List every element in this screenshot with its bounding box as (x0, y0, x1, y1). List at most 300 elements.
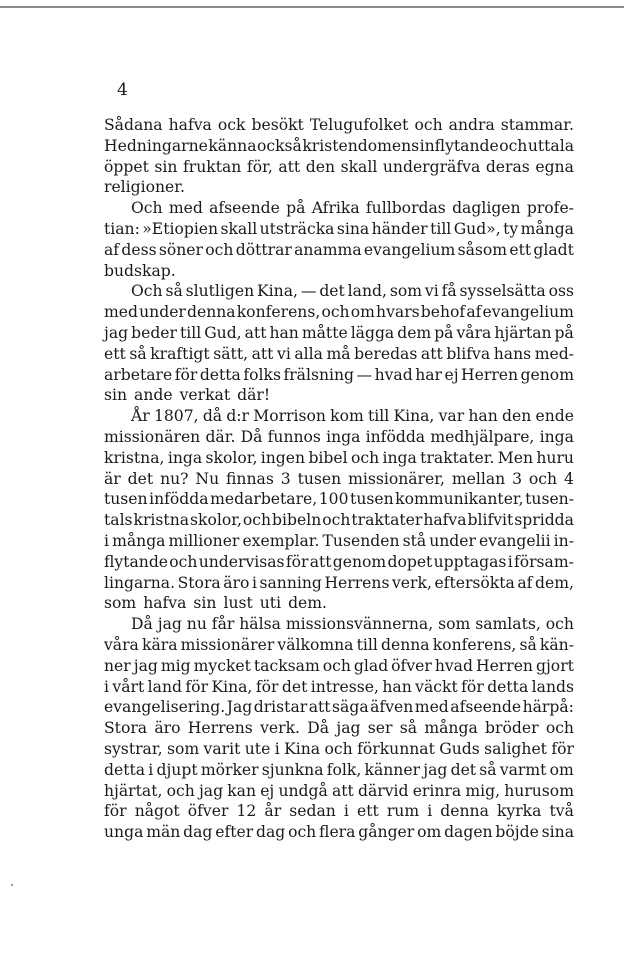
word: kän- (539, 635, 574, 654)
word: uti (259, 594, 282, 613)
word: hvad (434, 656, 473, 675)
text-line (104, 261, 574, 282)
text-line (104, 510, 574, 531)
word: döttrar (235, 240, 292, 259)
word: han (382, 677, 412, 696)
word: sätt, (213, 344, 249, 363)
word: han (269, 323, 299, 342)
word: glad (353, 656, 389, 675)
word: till (179, 323, 202, 342)
word: skolor, (205, 448, 258, 467)
word: i (274, 739, 280, 758)
word: nu? (160, 469, 189, 488)
word: den (501, 407, 532, 426)
word: skolor, (190, 511, 242, 530)
word: om (417, 823, 442, 842)
word: kyrka (496, 802, 542, 821)
word: söner (158, 240, 203, 259)
word: »Etiopien (142, 219, 219, 238)
word: ner (104, 656, 131, 675)
word: År (131, 407, 150, 426)
word: kära (142, 635, 178, 654)
word: för (104, 802, 127, 821)
word: i (104, 531, 109, 550)
word: hälsa (239, 615, 281, 634)
word: samlats, (475, 615, 541, 634)
word: Och (131, 199, 163, 218)
text-line (104, 427, 574, 448)
text-line (104, 240, 574, 261)
word: lust (223, 594, 253, 613)
text-line (104, 552, 574, 573)
word: hvad (374, 365, 413, 384)
word: våra (456, 323, 492, 342)
word: den (305, 157, 336, 176)
word: afseende (209, 199, 280, 218)
word: — (300, 282, 317, 301)
word: Gud, (204, 323, 242, 342)
word: Kina, (211, 677, 253, 696)
word: ande (134, 386, 173, 405)
text-line (104, 157, 574, 178)
word: så (129, 344, 147, 363)
word: och (166, 781, 195, 800)
word: dem, (534, 573, 574, 592)
text-line (104, 614, 574, 635)
scan-speck (11, 884, 13, 886)
text-line (104, 801, 574, 822)
word: skall (340, 157, 378, 176)
word: arbetare (104, 365, 173, 384)
text-line (104, 739, 574, 760)
word: Då (240, 427, 263, 446)
word: verk. (260, 719, 300, 738)
word: 3 (512, 469, 523, 488)
word: att (420, 344, 443, 363)
word: in- (553, 531, 574, 550)
word: många (424, 719, 478, 738)
word: hurusom (504, 781, 574, 800)
word: får (211, 615, 235, 634)
word: hvars (376, 303, 420, 322)
text-line (104, 344, 574, 365)
word: 12 (236, 802, 257, 821)
word: till (367, 407, 390, 426)
word: missionsvännerna, (285, 615, 434, 634)
word: huru (536, 448, 574, 467)
word: folks (243, 365, 281, 384)
word: evangelium (363, 240, 456, 259)
word: för (461, 677, 484, 696)
word: så (165, 282, 183, 301)
word: känna (208, 136, 257, 155)
word: fruktan (183, 157, 242, 176)
word: Men (497, 448, 534, 467)
word: att (251, 344, 274, 363)
word: beredas (354, 344, 418, 363)
word: dagen (444, 823, 493, 842)
word: mig (160, 656, 191, 675)
word: — (356, 365, 373, 384)
word: af (517, 573, 533, 592)
word: flytande (104, 552, 169, 571)
word: stammar. (500, 116, 574, 134)
word: äro (154, 719, 181, 738)
word: tusen (297, 469, 342, 488)
word: finnas (226, 469, 274, 488)
word: kristendomens (302, 136, 420, 155)
word: andra (448, 116, 495, 134)
word: det (127, 469, 154, 488)
word: för (551, 739, 574, 758)
word: detta (104, 760, 146, 779)
word: d:r (226, 407, 250, 426)
word: må (326, 344, 351, 363)
word: sin (104, 386, 128, 405)
word: mörker (200, 760, 259, 779)
word: att (308, 698, 331, 717)
word: dagligen (452, 199, 521, 218)
word: måtte (301, 323, 348, 342)
word: kom (330, 407, 364, 426)
word: jag (104, 323, 129, 342)
word: unga (104, 823, 144, 842)
word: gladt (533, 240, 574, 259)
word: tacksam (253, 656, 320, 675)
word: och (414, 116, 443, 134)
word: öfver (391, 656, 432, 675)
text-line (104, 531, 574, 552)
word: män (146, 823, 181, 842)
word: ende (535, 407, 574, 426)
word: ock (217, 116, 246, 134)
word: frälsning (283, 365, 355, 384)
word: under (139, 303, 186, 322)
word: som (438, 615, 471, 634)
word: Stora (177, 573, 221, 592)
word: som (104, 594, 137, 613)
word: Herren (475, 656, 533, 675)
word: i (251, 573, 257, 592)
text-line (104, 385, 574, 406)
word: sin (193, 594, 217, 613)
word: konferens, (432, 635, 517, 654)
word: ser (367, 719, 393, 738)
word: tusen (350, 490, 394, 509)
word: kan (227, 781, 257, 800)
word: erinra (412, 781, 462, 800)
word: sjunkna (261, 760, 324, 779)
word: dag (183, 823, 213, 842)
word: i (104, 677, 109, 696)
word: Morrison (253, 407, 326, 426)
word: år (264, 802, 282, 821)
word: något (134, 802, 180, 821)
word: hans (493, 344, 532, 363)
word: bröder (485, 719, 539, 738)
word: äfven (370, 698, 414, 717)
word: Då (131, 615, 153, 634)
word: med (168, 199, 203, 218)
word: han (468, 407, 498, 426)
word: var (438, 407, 465, 426)
word: sina (336, 219, 370, 238)
word: inga (326, 427, 361, 446)
word: för (185, 677, 209, 696)
word: sina (541, 823, 574, 842)
word: och (324, 739, 353, 758)
word: denna (187, 303, 236, 322)
word: jag (133, 656, 158, 675)
word: att (278, 157, 301, 176)
text-line (104, 219, 574, 240)
word: utsträcka (259, 219, 335, 238)
word: Telugufolket (309, 116, 409, 134)
word: millioner (168, 531, 240, 550)
word: bibel (308, 448, 348, 467)
word: öfver (187, 802, 229, 821)
word: Tusenden (322, 531, 400, 550)
word: många (112, 531, 166, 550)
text-line (104, 593, 574, 614)
word: och (350, 448, 380, 467)
word: det (281, 677, 308, 696)
word: tals (104, 511, 133, 530)
word: där! (237, 386, 271, 405)
word: mycket (193, 656, 251, 675)
word: anamma (294, 240, 362, 259)
word: infödda (365, 427, 426, 446)
word: detta (487, 677, 529, 696)
word: så (399, 719, 418, 738)
text-line (104, 136, 574, 157)
word: rum (386, 802, 420, 821)
word: många (520, 219, 574, 238)
word: genom (520, 365, 574, 384)
word: att (244, 323, 267, 342)
word: verkat (179, 386, 231, 405)
word: hafva (423, 511, 467, 530)
word: så (519, 635, 537, 654)
word: systrar, (104, 739, 163, 758)
word: verk, (392, 573, 432, 592)
text-line (104, 656, 574, 677)
text-line (104, 781, 574, 802)
word: där. (205, 427, 236, 446)
word: ett (104, 344, 126, 363)
text-line (104, 365, 574, 386)
word: jag (198, 781, 224, 800)
word: slutligen (185, 282, 255, 301)
word: försam- (513, 552, 574, 571)
word: så (479, 760, 497, 779)
word: denna (440, 802, 489, 821)
word: dristar (253, 698, 308, 717)
word: upptagas (433, 552, 507, 571)
word: Guds (439, 739, 480, 758)
text-line (104, 323, 574, 344)
word: ej (260, 781, 275, 800)
word: ej (444, 365, 459, 384)
word: 4 (564, 469, 574, 488)
word: sysselsätta (459, 282, 546, 301)
text-line (104, 760, 574, 781)
word: två (549, 802, 574, 821)
word: och (499, 136, 528, 155)
word: är (104, 469, 121, 488)
word: och (288, 823, 317, 842)
word: tian: (104, 219, 140, 238)
word: ty (503, 219, 519, 238)
word: evangelii (479, 531, 551, 550)
word: inga (167, 448, 203, 467)
word: Nu (195, 469, 220, 488)
word: kristna (133, 511, 190, 530)
word: och (169, 552, 198, 571)
word: Herrens (324, 573, 390, 592)
text-line (104, 822, 574, 843)
word: på (286, 199, 306, 218)
word: alla (294, 344, 323, 363)
word: af (466, 303, 482, 322)
text-line (104, 302, 574, 323)
text-line (104, 697, 574, 718)
word: missionärer, (348, 469, 445, 488)
word: mig, (465, 781, 501, 800)
word: Och (131, 282, 163, 301)
word: mellan (451, 469, 506, 488)
word: land (147, 677, 182, 696)
word: Kina (284, 739, 321, 758)
word: funnos (267, 427, 321, 446)
word: Herrens (187, 719, 253, 738)
word: hafva (168, 116, 212, 134)
word: lägga (350, 323, 395, 342)
word: denna (381, 635, 430, 654)
word: blifva (446, 344, 491, 363)
word: inflytande (419, 136, 499, 155)
text-line (104, 198, 574, 219)
word: vårt (112, 677, 145, 696)
word: varmt (499, 760, 547, 779)
word: dem. (288, 594, 328, 613)
word: på (434, 323, 454, 342)
word: ett (509, 240, 532, 259)
word: inga (382, 448, 417, 467)
word: kristna, (104, 448, 165, 467)
word: vi (277, 344, 291, 363)
word: och (205, 240, 234, 259)
word: att (309, 552, 332, 571)
word: jag (423, 760, 448, 779)
word: medhjälpare, (430, 427, 535, 446)
word: och (242, 511, 272, 530)
word: traktater. (420, 448, 495, 467)
word: kommunikanter, (395, 490, 524, 509)
word: tusen- (525, 490, 574, 509)
word: budskap. (104, 261, 176, 280)
word: infödda (149, 490, 209, 509)
word: afseende (450, 698, 522, 717)
text-line (104, 177, 574, 198)
word: kraftigt (150, 344, 210, 363)
word: om (549, 760, 574, 779)
word: såsom (457, 240, 508, 259)
word: medarbetare, (210, 490, 318, 509)
word: dess (121, 240, 157, 259)
text-line (104, 115, 574, 136)
word: tusen (104, 490, 148, 509)
word: bibeln (272, 511, 322, 530)
word: under (429, 531, 476, 550)
word: Herren (461, 365, 519, 384)
word: Då (307, 719, 330, 738)
word: med (414, 698, 449, 717)
word: hafva (143, 594, 187, 613)
word: djupt (156, 760, 198, 779)
word: jag (336, 719, 361, 738)
word: då (202, 407, 223, 426)
word: väckt (415, 677, 458, 696)
word: fullbordas (365, 199, 446, 218)
word: Kina, (393, 407, 435, 426)
word: undervisas (198, 552, 285, 571)
word: blifvit (467, 511, 514, 530)
word: folk, (326, 760, 362, 779)
word: förkunnat (357, 739, 435, 758)
word: känner (364, 760, 421, 779)
word: jag (157, 615, 182, 634)
word: till (356, 635, 378, 654)
word: religioner. (104, 178, 185, 197)
word: i (148, 760, 154, 779)
word: som (166, 739, 200, 758)
word: för (285, 552, 309, 571)
word: stå (402, 531, 427, 550)
word: af (104, 240, 120, 259)
word: och (545, 615, 574, 634)
word: våra (104, 635, 139, 654)
word: dopet (387, 552, 433, 571)
page-number: 4 (117, 80, 128, 100)
text-line (104, 406, 574, 427)
word: säga (332, 698, 369, 717)
word: för (174, 365, 198, 384)
word: ett (356, 802, 379, 821)
word: för (255, 677, 279, 696)
word: det (319, 282, 345, 301)
word: uttala (527, 136, 574, 155)
word: spridda (514, 511, 574, 530)
word: hjärtan (494, 323, 552, 342)
word: hjärtat, (104, 781, 163, 800)
word: och (322, 656, 351, 675)
word: konferens, (236, 303, 321, 322)
text-line (104, 281, 574, 302)
word: i (427, 802, 433, 821)
word: skall (220, 219, 258, 238)
word: traktater (351, 511, 423, 530)
word: 1807, (153, 407, 199, 426)
word: Stora (104, 719, 148, 738)
word: sin (154, 157, 178, 176)
word: härpå: (522, 698, 574, 717)
word: öppet (104, 157, 149, 176)
word: också (256, 136, 302, 155)
word: som (389, 282, 423, 301)
word: oss (548, 282, 574, 301)
word: besökt (251, 116, 304, 134)
